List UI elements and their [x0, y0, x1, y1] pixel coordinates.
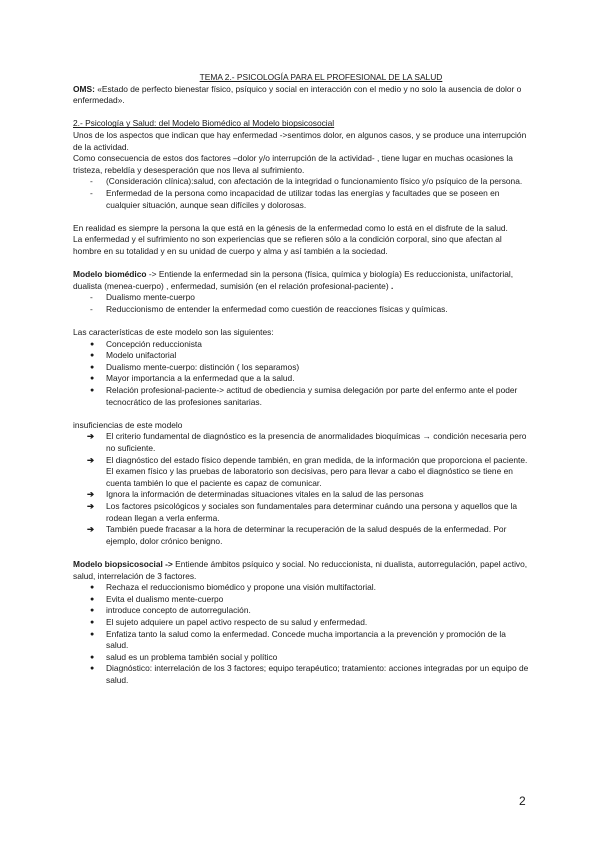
list-item: ● El sujeto adquiere un papel activo respecto de su salud y enfermedad. — [90, 616, 368, 627]
list-item: ➔ El diagnóstico del estado físico depende también, en gran medida, de la información que proporciona el paciente. El examen físico y las pruebas de laboratorio son decisivas, pero para llevar a cabo el diagnóstico se tiene en cuenta también lo que el paciente es capaz de comunicar. — [87, 454, 528, 488]
list-item: ● Dualismo mente-cuerpo: distinción ( los separamos) — [90, 361, 300, 372]
bullet-icon: ● — [90, 618, 95, 626]
arrow-right-icon: ➔ — [87, 500, 95, 511]
list-item: ➔ El criterio fundamental de diagnóstico es la presencia de anormalidades bioquímicas → condición necesaria pero no suficiente. — [87, 431, 527, 453]
arrow-right-icon: ➔ — [87, 454, 95, 465]
arrow-list — [73, 431, 529, 547]
bullet-icon: ● — [90, 584, 95, 592]
list-item: ● salud es un problema también social y político — [90, 651, 278, 662]
bullet-icon: ● — [90, 595, 95, 603]
arrow-right-icon: ➔ — [87, 524, 95, 535]
list-item: ● Rechaza el reduccionismo biomédico y propone una visión multifactorial. — [90, 582, 376, 593]
biomedical-label: Modelo biomédico — [73, 269, 147, 280]
dash-list — [73, 176, 529, 211]
bullet-icon: ● — [90, 665, 95, 673]
list-item: - Reduccionismo de entender la enfermedad como cuestión de reacciones físicas y químicas. — [90, 303, 448, 314]
list-item: ● Enfatiza tanto la salud como la enfermedad. Concede mucha importancia a la prevención y promoción de la salud. — [90, 628, 506, 651]
list-item: - Dualismo mente-cuerpo — [90, 292, 195, 303]
list-item: ● Relación profesional-paciente-> actitud de obediencia y sumisa delegación por parte del enfermo ante el poder tecnocrático de las profesiones sanitarias. — [90, 385, 518, 407]
dash-marker: - — [90, 303, 93, 314]
oms-definition — [73, 84, 529, 107]
paragraph: Como consecuencia de estos dos factores –dolor y/o interrupción de la actividad- , tiene lugar en muchas ocasiones la tristeza, rebeldía y desesperación que nos lleva al sufrimiento. — [73, 153, 513, 175]
bullet-icon: ● — [90, 607, 95, 615]
bullet-icon: ● — [90, 387, 95, 395]
page-number: 2 — [519, 794, 526, 808]
document-page — [73, 72, 529, 686]
biopsychosocial-model-intro: Modelo biopsicosocial -> Entiende ámbitos psíquico y social. No reduccionista, ni dualista, autorregulación, papel activo, salud, interrelación de 3 factores. — [73, 558, 528, 581]
list-item: ● Diagnóstico: interrelación de los 3 factores; equipo terapéutico; tratamiento: acciones integradas por un equipo de salud. — [90, 663, 529, 685]
dash-marker: - — [90, 187, 93, 198]
paragraph: insuficiencias de este modelo — [73, 419, 183, 430]
list-item: ● introduce concepto de autorregulación. — [90, 605, 251, 616]
bullet-icon: ● — [90, 653, 95, 661]
oms-text: «Estado de perfecto bienestar físico, psíquico y social en interacción con el medio y no solo la ausencia de dolor o enfermedad». — [73, 83, 522, 106]
bullet-icon: ● — [90, 630, 95, 638]
list-item: - Enfermedad de la persona como incapacidad de utilizar todas las energías y facultades que se poseen en cualquier situación, aunque sean difíciles y dolorosas. — [90, 187, 500, 210]
oms-label: OMS: — [73, 83, 95, 94]
list-item: ➔ Ignora la información de determinadas situaciones vitales en la salud de las personas — [87, 489, 424, 500]
paragraph: Unos de los aspectos que indican que hay enfermedad ->sentimos dolor, en algunos casos, y se produce una interrupción de la actividad. — [73, 129, 527, 152]
list-item: ● Mayor importancia a la enfermedad que a la salud. — [90, 373, 295, 384]
biopsychosocial-label: Modelo biopsicosocial -> — [73, 558, 173, 569]
bullet-icon: ● — [90, 375, 95, 383]
dash-marker: - — [90, 292, 93, 303]
bullet-list — [73, 582, 529, 686]
paragraph: En realidad es siempre la persona la que está en la génesis de la enfermedad como lo está en el disfrute de la salud. — [73, 222, 508, 233]
list-item: ➔ Los factores psicológicos y sociales son fundamentales para determinar cuándo una persona y aquellos que la rodean llegan a verla enferma. — [87, 500, 518, 523]
bullet-icon: ● — [90, 363, 95, 371]
bullet-icon: ● — [90, 340, 95, 348]
list-item: ● Modelo unifactorial — [90, 350, 177, 361]
dash-marker: - — [90, 176, 93, 187]
list-item: ➔ También puede fracasar a la hora de determinar la recuperación de la salud después de la enfermedad. Por ejemplo, dolor crónico benigno. — [87, 524, 507, 546]
dash-list — [73, 292, 529, 315]
list-item: ● Evita el dualismo mente-cuerpo — [90, 593, 224, 604]
bullet-list — [73, 339, 529, 409]
arrow-right-icon: ➔ — [87, 431, 95, 442]
section-heading: 2.- Psicología y Salud: del Modelo Biomédico al Modelo biopsicosocial — [73, 118, 335, 129]
arrow-right-icon: ➔ — [87, 489, 95, 500]
paragraph: Las características de este modelo son las siguientes: — [73, 327, 274, 338]
document-title: TEMA 2.- PSICOLOGÍA PARA EL PROFESIONAL DE LA SALUD — [199, 72, 443, 82]
list-item: - (Consideración clínica):salud, con afectación de la integridad o funcionamiento físico y/o psíquico de la persona. — [90, 176, 523, 187]
list-item: ● Concepción reduccionista — [90, 338, 202, 349]
biomedical-model-intro: Modelo biomédico -> Entiende la enfermedad sin la persona (física, química y biología) Es reduccionista, unifactorial, dualista (menea-cuerpo) , enfermedad, sumisión (en el relación profesional-paciente) . — [73, 269, 514, 291]
bullet-icon: ● — [90, 352, 95, 360]
paragraph: La enfermedad y el sufrimiento no son experiencias que se refieren sólo a la condición corporal, sino que afectan al hombre en su totalidad y en su unidad de cuerpo y alma y así también a la sociedad. — [73, 234, 502, 256]
